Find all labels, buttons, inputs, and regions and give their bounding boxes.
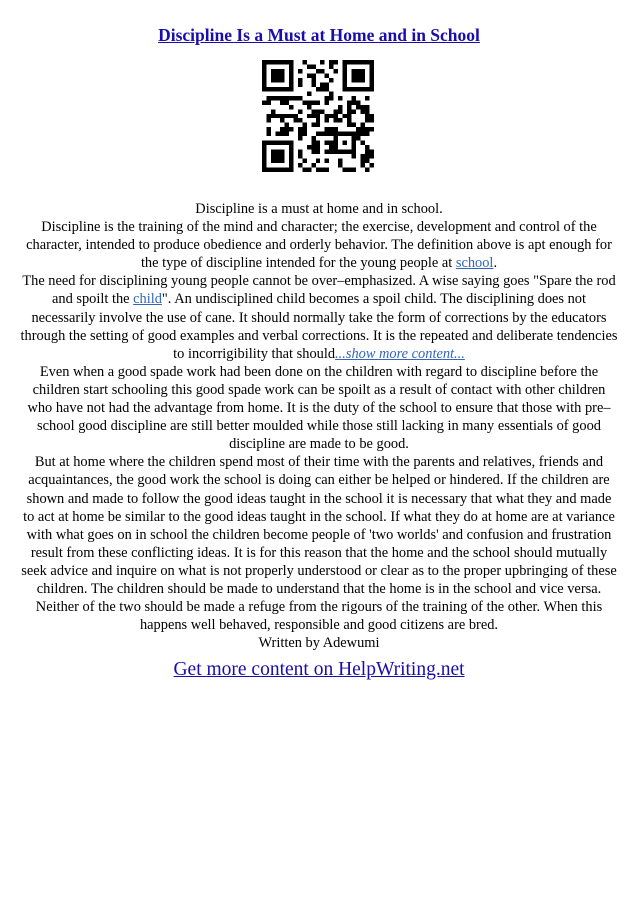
article-body [20, 200, 618, 652]
paragraph-4: But at home where the children spend most of their time with the parents and relatives, friends and acquaintances, the good work the school is doing can either be helped or hindered. If the children are shown and made to follow the good ideas taught in the school it is necessary that what they and made to act at home be similar to the good ideas taught in the school. If what they do at home are at variance with what goes on in school the children become people of 'two worlds' and confusion and frustration result from these conflicting ideas. It is for this reason that the home and the school should mutually seek advice and inquire on what is not properly understood or clear as to the proper upbringing of these children. The children should be made to understand that the home is in the school and vice versa. Neither of the two should be made a refuge from the rigours of the training of the other. When this happens well behaved, responsible and good citizens are bred. [21, 454, 617, 634]
school-link[interactable]: school [455, 255, 494, 272]
qr-code-icon [262, 60, 374, 172]
show-more-link[interactable]: ...show more content... [335, 345, 465, 362]
paragraph-2-start: The need for disciplining young people cannot be over–emphasized. A wise saying goes "Spare the rod and spoilt the [22, 273, 616, 308]
paragraph-2-rest: ". An undisciplined child becomes a spoil child. The disciplining does not necessarily involve the use of cane. It should normally take the form of corrections by the educators through the setting of good examples and verbal corrections. It is the repeated and deliberate tendencies to incorrigibility that should [20, 291, 618, 362]
paragraph-3: Even when a good spade work had been done on the children with regard to discipline before the children start schooling this good spade work can be spoilt as a result of contact with other children who have not had the advantage from home. It is the duty of the school to ensure that those with pre–school good discipline are still better moulded while those still lacking in many essentials of good discipline are made to be good. [27, 363, 611, 453]
paragraph-1-end: . [493, 255, 498, 272]
author-credit: Written by Adewumi [258, 635, 380, 652]
get-more-content-link[interactable]: Get more content on HelpWriting.net [173, 659, 465, 680]
page-title [0, 24, 638, 46]
paragraph-1 [20, 218, 618, 272]
title-link[interactable]: Discipline Is a Must at Home and in School [158, 25, 480, 45]
child-link[interactable]: child [133, 291, 162, 308]
paragraph-1-text: Discipline is the training of the mind and character; the exercise, development and control of the character, intended to produce obedience and orderly behavior. The definition above is apt enough for the type of discipline intended for the young people at [26, 219, 612, 272]
footer [0, 658, 638, 682]
article-heading: Discipline is a must at home and in school. [195, 201, 443, 217]
paragraph-2 [20, 272, 618, 362]
